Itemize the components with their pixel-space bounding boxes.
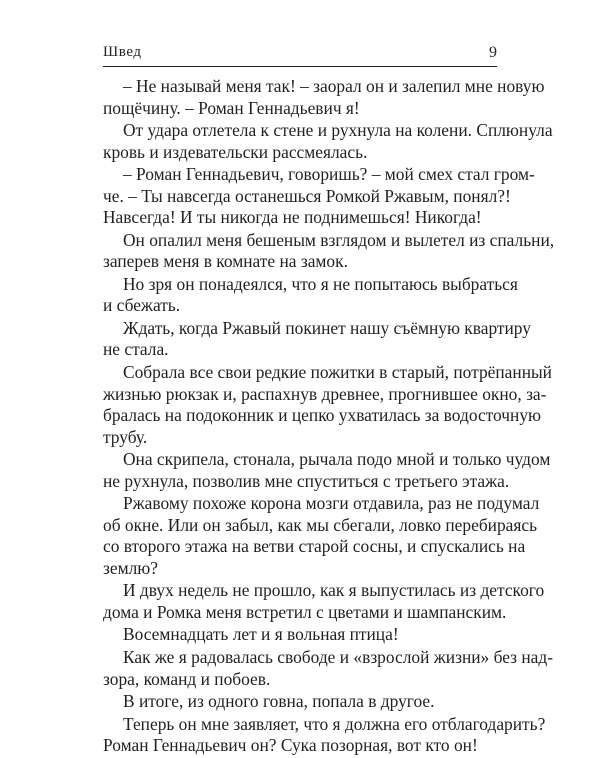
paragraph	[103, 580, 545, 623]
paragraph	[103, 229, 555, 273]
paragraph	[103, 76, 545, 119]
text-line: бралась на подоконник и цепко ухватилась за водосточную	[103, 405, 542, 426]
text-line: Как же я радовалась свободе и «взрослой жизни» без над-	[123, 647, 554, 668]
text-line: дома и Ромка меня встретил с цветами и шампанским.	[103, 601, 507, 622]
text-line: – Не называй меня так! – заорал он и залепил мне новую	[123, 76, 545, 96]
text-line: че. – Ты навсегда останешься Ромкой Ржавым, понял?!	[103, 185, 511, 206]
text-line: Но зря он понадеялся, что я не попытаюсь выбраться	[123, 273, 518, 294]
text-line: не рухнула, позволив мне спуститься с третьего этажа.	[103, 470, 510, 491]
text-line: зора, команд и побоев.	[103, 668, 271, 689]
text-line: Ждать, когда Ржавый покинет нашу съёмную квартиру	[123, 317, 531, 338]
text-line: Ржавому похоже корона мозги отдавила, раз не подумал	[123, 493, 540, 514]
text-line: Роман Геннадьевич он? Сука позорная, вот кто он!	[103, 735, 478, 756]
paragraph	[103, 164, 535, 229]
running-head	[103, 40, 497, 66]
paragraph	[103, 273, 518, 317]
text-line: – Роман Геннадьевич, говоришь? – мой смех стал гром-	[123, 164, 535, 185]
paragraph	[103, 691, 497, 713]
paragraph	[103, 362, 552, 448]
header-rule	[103, 66, 497, 67]
body-text	[103, 76, 555, 758]
paragraph	[103, 493, 540, 579]
text-line: Собрала все свои редкие пожитки в старый, потрёпанный	[123, 362, 552, 383]
text-line: Навсегда! И ты никогда не поднимешься! Никогда!	[103, 207, 482, 228]
text-line: В итоге, из одного говна, попала в другое.	[123, 691, 435, 712]
book-title: Швед	[103, 44, 142, 60]
text-line: со второго этажа на ветви старой сосны, и спускались на	[103, 536, 526, 557]
text-line: жизнью рюкзак и, распахнув древнее, прогнившее окно, за-	[103, 383, 547, 404]
paragraph	[103, 647, 554, 690]
paragraph	[103, 120, 553, 163]
text-line: об окне. Или он забыл, как мы сбегали, ловко перебираясь	[103, 514, 538, 535]
text-line: Он опалил меня бешеным взглядом и вылетел из спальни,	[123, 229, 555, 250]
text-line: Она скрипела, стонала, рычала подо мной и только чудом	[123, 449, 551, 470]
text-line: И двух недель не прошло, как я выпустилась из детского	[123, 580, 545, 601]
text-line: кровь и издевательски рассмеялась.	[103, 141, 368, 162]
paragraph	[103, 713, 546, 757]
paragraph	[103, 317, 531, 361]
paragraph	[103, 449, 551, 492]
text-line: и сбежать.	[103, 295, 181, 316]
text-line: не стала.	[103, 339, 169, 360]
text-line: От удара отлетела к стене и рухнула на колени. Сплюнула	[123, 120, 553, 141]
text-line: трубу.	[103, 426, 148, 447]
text-line: пощёчину. – Роман Геннадьевич я!	[103, 97, 360, 118]
page-number: 9	[489, 44, 497, 61]
text-line: Теперь он мне заявляет, что я должна его отблагодарить?	[123, 713, 546, 734]
text-line: заперев меня в комнате на замок.	[103, 251, 348, 272]
text-line: землю?	[103, 557, 158, 578]
text-line: Восемнадцать лет и я вольная птица!	[123, 624, 399, 645]
paragraph	[103, 624, 497, 646]
